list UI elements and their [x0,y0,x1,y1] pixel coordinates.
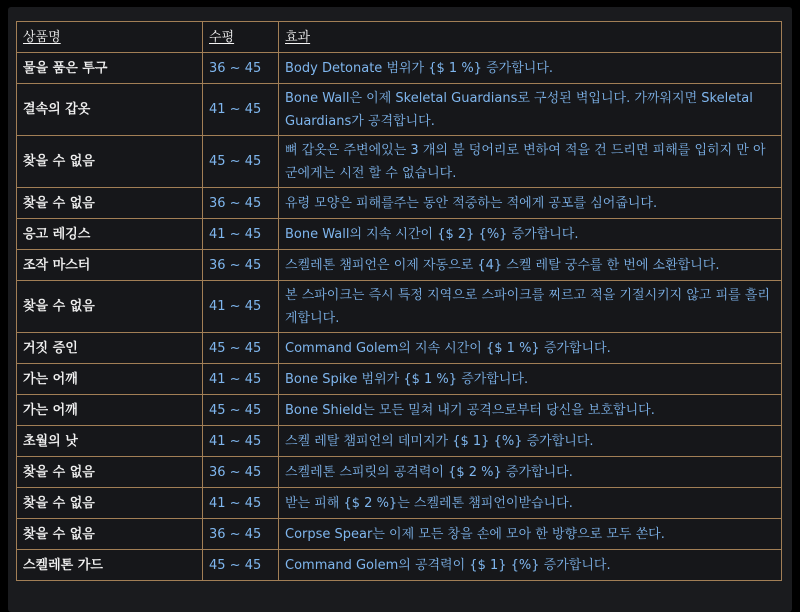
item-effect-cell: 유령 모양은 피해를주는 동안 적중하는 적에게 공포를 심어줍니다. [279,188,782,219]
table-row [17,84,782,136]
item-effect-cell: 뼈 갑옷은 주변에있는 3 개의 불 덩어리로 변하여 적을 건 드리면 피해를 입히지 만 아군에게는 시전 할 수 없습니다. [279,136,782,188]
item-effect-cell: 본 스파이크는 즉시 특정 지역으로 스파이크를 찌르고 적을 기절시키지 않고 피를 흘리게합니다. [279,281,782,333]
table-row [17,250,782,281]
item-level-cell: 41 ~ 45 [203,364,279,395]
table-row [17,53,782,84]
item-level-cell: 36 ~ 45 [203,457,279,488]
header-level[interactable]: 수평 [203,22,279,53]
item-name-cell: 스켈레톤 가드 [17,550,203,581]
table-row [17,188,782,219]
item-name-cell: 거짓 증인 [17,333,203,364]
table-row [17,519,782,550]
item-name-cell: 찾을 수 없음 [17,519,203,550]
item-name-cell: 찾을 수 없음 [17,188,203,219]
table-row [17,219,782,250]
item-level-cell: 36 ~ 45 [203,188,279,219]
item-level-cell: 41 ~ 45 [203,281,279,333]
table-row [17,333,782,364]
item-name-cell: 조작 마스터 [17,250,203,281]
table-row [17,426,782,457]
item-name-cell: 가는 어깨 [17,364,203,395]
table-row [17,550,782,581]
table-row [17,364,782,395]
item-effect-cell: Command Golem의 공격력이 {$ 1} {%} 증가합니다. [279,550,782,581]
table-row [17,457,782,488]
item-level-cell: 41 ~ 45 [203,84,279,136]
table-row [17,488,782,519]
item-effect-cell: Bone Wall은 이제 Skeletal Guardians로 구성된 벽입니다. 가까워지면 Skeletal Guardians가 공격합니다. [279,84,782,136]
table-row [17,136,782,188]
items-table [16,21,782,581]
item-effect-cell: Corpse Spear는 이제 모든 창을 손에 모아 한 방향으로 모두 쏜다. [279,519,782,550]
item-name-cell: 초월의 낫 [17,426,203,457]
document-page [8,7,792,612]
item-name-cell: 찾을 수 없음 [17,488,203,519]
item-name-cell: 찾을 수 없음 [17,136,203,188]
header-name[interactable]: 상품명 [17,22,203,53]
item-name-cell: 결속의 갑옷 [17,84,203,136]
item-level-cell: 41 ~ 45 [203,426,279,457]
item-effect-cell: Body Detonate 범위가 {$ 1 %} 증가합니다. [279,53,782,84]
item-effect-cell: Command Golem의 지속 시간이 {$ 1 %} 증가합니다. [279,333,782,364]
item-effect-cell: 스켈 레탈 챔피언의 데미지가 {$ 1} {%} 증가합니다. [279,426,782,457]
item-level-cell: 45 ~ 45 [203,333,279,364]
header-effect[interactable]: 효과 [279,22,782,53]
item-name-cell: 응고 레깅스 [17,219,203,250]
item-effect-cell: 받는 피해 {$ 2 %}는 스켈레톤 챔피언이받습니다. [279,488,782,519]
item-effect-cell: Bone Wall의 지속 시간이 {$ 2} {%} 증가합니다. [279,219,782,250]
item-level-cell: 45 ~ 45 [203,395,279,426]
table-row [17,395,782,426]
item-name-cell: 찾을 수 없음 [17,281,203,333]
item-level-cell: 41 ~ 45 [203,219,279,250]
table-header-row [17,22,782,53]
item-effect-cell: Bone Shield는 모든 밀쳐 내기 공격으로부터 당신을 보호합니다. [279,395,782,426]
item-level-cell: 36 ~ 45 [203,250,279,281]
item-name-cell: 물을 품은 투구 [17,53,203,84]
item-effect-cell: 스켈레톤 스피릿의 공격력이 {$ 2 %} 증가합니다. [279,457,782,488]
item-effect-cell: 스켈레톤 챔피언은 이제 자동으로 {4} 스켈 레탈 궁수를 한 번에 소환합니다. [279,250,782,281]
table-row [17,281,782,333]
item-level-cell: 45 ~ 45 [203,550,279,581]
item-name-cell: 찾을 수 없음 [17,457,203,488]
item-level-cell: 45 ~ 45 [203,136,279,188]
item-effect-cell: Bone Spike 범위가 {$ 1 %} 증가합니다. [279,364,782,395]
item-level-cell: 36 ~ 45 [203,519,279,550]
item-name-cell: 가는 어깨 [17,395,203,426]
item-level-cell: 41 ~ 45 [203,488,279,519]
item-level-cell: 36 ~ 45 [203,53,279,84]
